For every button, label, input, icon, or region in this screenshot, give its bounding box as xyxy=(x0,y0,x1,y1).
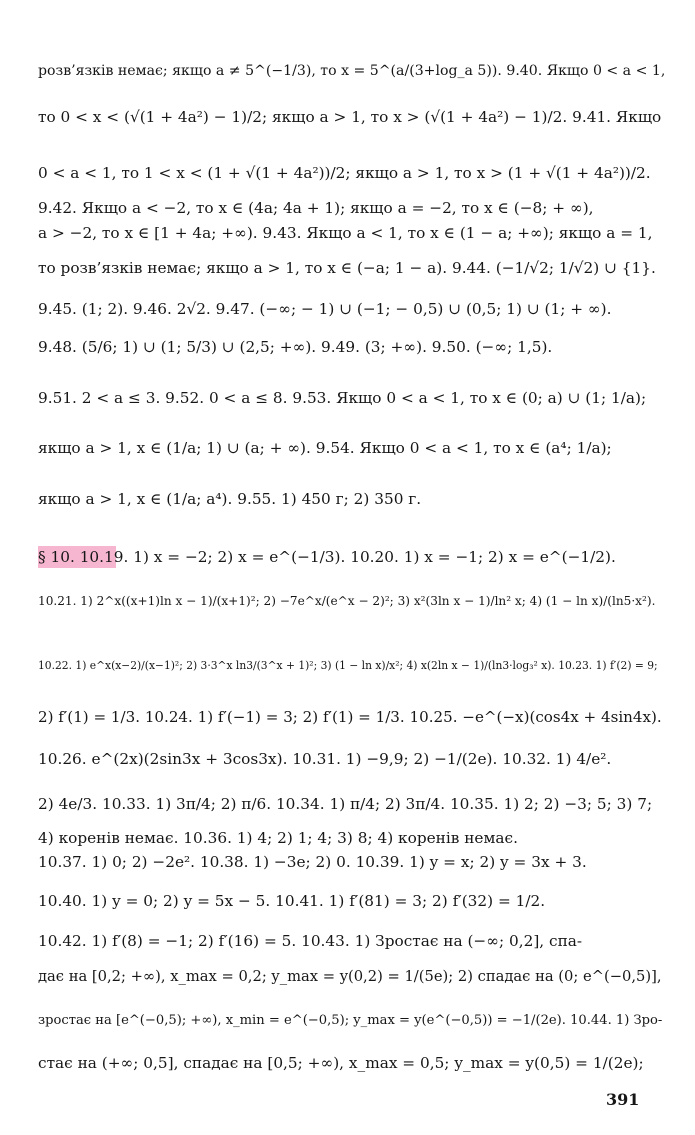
text-line: § 10. 10.19. 1) x = −2; 2) x = e^(−1/3). 10.20. 1) x = −1; 2) x = e^(−1/2). xyxy=(38,548,616,566)
text-line: 10.42. 1) f′(8) = −1; 2) f′(16) = 5. 10.43. 1) Зростає на (−∞; 0,2], спа- xyxy=(38,932,583,950)
text-line: якщо a > 1, x ∈ (1/a; 1) ∪ (a; + ∞). 9.54. Якщо 0 < a < 1, то x ∈ (a⁴; 1/a); xyxy=(38,439,612,457)
page-number: 391 xyxy=(606,1090,640,1109)
text-line: 2) 4e/3. 10.33. 1) 3π/4; 2) π/6. 10.34. 1) π/4; 2) 3π/4. 10.35. 1) 2; 2) −3; 5; 3) 7; xyxy=(38,795,653,813)
text-line: зростає на [e^(−0,5); +∞), x_min = e^(−0,5); y_max = y(e^(−0,5)) = −1/(2e). 10.44. 1) Зро- xyxy=(38,1013,663,1028)
text-line: 9.51. 2 < a ≤ 3. 9.52. 0 < a ≤ 8. 9.53. Якщо 0 < a < 1, то x ∈ (0; a) ∪ (1; 1/a); xyxy=(38,389,647,407)
text-line: 9.42. Якщо a < −2, то x ∈ (4a; 4a + 1); якщо a = −2, то x ∈ (−8; + ∞), xyxy=(38,199,594,217)
text-line: 9.48. (5/6; 1) ∪ (1; 5/3) ∪ (2,5; +∞). 9.49. (3; +∞). 9.50. (−∞; 1,5). xyxy=(38,338,553,356)
text-line: дає на [0,2; +∞), x_max = 0,2; y_max = y(0,2) = 1/(5e); 2) спадає на (0; e^(−0,5)], xyxy=(38,968,662,985)
text-line: стає на (+∞; 0,5], спадає на [0,5; +∞), x_max = 0,5; y_max = y(0,5) = 1/(2e); xyxy=(38,1054,644,1072)
text-line: то 0 < x < (√(1 + 4a²) − 1)/2; якщо a > 1, то x > (√(1 + 4a²) − 1)/2. 9.41. Якщо xyxy=(38,108,662,126)
text-line: 2) f′(1) = 1/3. 10.24. 1) f′(−1) = 3; 2) f′(1) = 1/3. 10.25. −e^(−x)(cos4x + 4sin4x). xyxy=(38,708,662,726)
text-line: якщо a > 1, x ∈ (1/a; a⁴). 9.55. 1) 450 г; 2) 350 г. xyxy=(38,490,422,508)
text-line: 10.21. 1) 2^x((x+1)ln x − 1)/(x+1)²; 2) −7e^x/(e^x − 2)²; 3) x²(3ln x − 1)/ln² x; 4) (1 − ln x)/(ln5·x²). xyxy=(38,594,656,608)
text-line: розв’язків немає; якщо a ≠ 5^(−1/3), то x = 5^(a/(3+log_a 5)). 9.40. Якщо 0 < a < 1, xyxy=(38,63,666,79)
text-line: 10.22. 1) e^x(x−2)/(x−1)²; 2) 3·3^x ln3/(3^x + 1)²; 3) (1 − ln x)/x²; 4) x(2ln x − 1)/(ln3·log₃² x). 10.23. 1) f′(2) = 9; xyxy=(38,659,658,672)
text-line: a > −2, то x ∈ [1 + 4a; +∞). 9.43. Якщо a < 1, то x ∈ (1 − a; +∞); якщо a = 1, xyxy=(38,224,653,242)
text-line: 4) коренів немає. 10.36. 1) 4; 2) 1; 4; 3) 8; 4) коренів немає. xyxy=(38,829,518,847)
text-line: 10.26. e^(2x)(2sin3x + 3cos3x). 10.31. 1) −9,9; 2) −1/(2e). 10.32. 1) 4/e². xyxy=(38,750,612,768)
text-line: 10.40. 1) y = 0; 2) y = 5x − 5. 10.41. 1) f′(81) = 3; 2) f′(32) = 1/2. xyxy=(38,892,546,910)
text-line: то розв’язків немає; якщо a > 1, то x ∈ (−a; 1 − a). 9.44. (−1/√2; 1/√2) ∪ {1}. xyxy=(38,259,656,277)
text-line: 0 < a < 1, то 1 < x < (1 + √(1 + 4a²))/2; якщо a > 1, то x > (1 + √(1 + 4a²))/2. xyxy=(38,164,651,182)
text-line: 10.37. 1) 0; 2) −2e². 10.38. 1) −3e; 2) 0. 10.39. 1) y = x; 2) y = 3x + 3. xyxy=(38,853,587,871)
text-line: 9.45. (1; 2). 9.46. 2√2. 9.47. (−∞; − 1) ∪ (−1; − 0,5) ∪ (0,5; 1) ∪ (1; + ∞). xyxy=(38,300,612,318)
